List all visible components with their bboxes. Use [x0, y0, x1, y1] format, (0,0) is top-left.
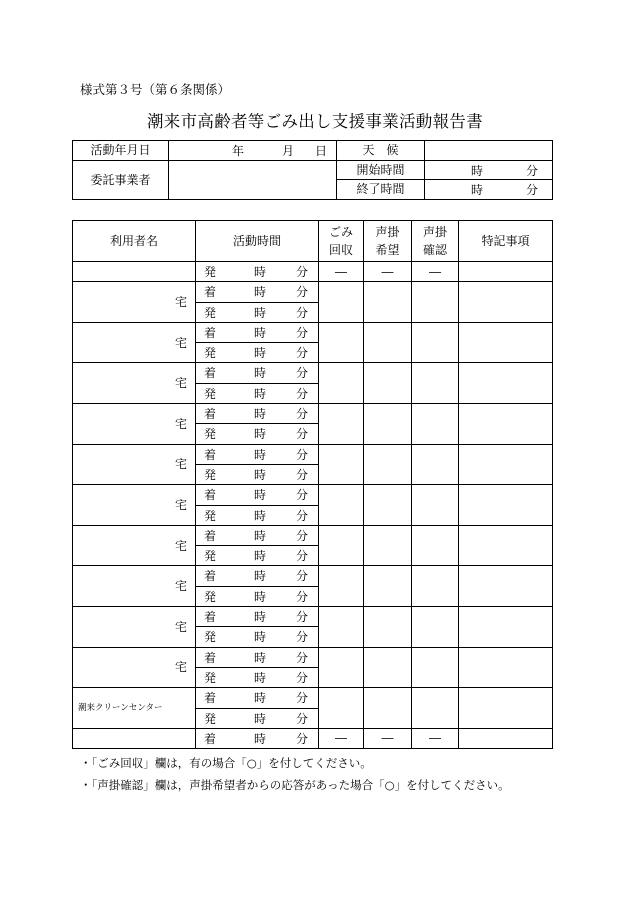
arrive-label: 着 [204, 488, 217, 503]
hour-label: 時 [254, 508, 267, 523]
weather-label: 天 候 [337, 141, 425, 161]
depart-label: 発 [204, 670, 217, 685]
garbage-collection-field[interactable] [319, 688, 364, 729]
voice-confirm-field[interactable] [412, 404, 459, 445]
minute-label: 分 [296, 528, 309, 543]
end-time-label: 終了時間 [337, 180, 425, 200]
voice-request-field[interactable] [364, 444, 412, 485]
start-time-label: 開始時間 [337, 160, 425, 180]
voice-request-field[interactable] [364, 607, 412, 648]
household-row [73, 485, 553, 505]
arrive-label: 着 [204, 650, 217, 665]
hour-label: 時 [254, 427, 267, 442]
depart-time-field[interactable] [196, 262, 319, 282]
minute-label: 分 [296, 488, 309, 503]
hour-label: 時 [254, 325, 267, 340]
minute-label: 分 [296, 346, 309, 361]
voice-confirm-field[interactable] [412, 647, 459, 688]
voice-request-field[interactable] [364, 282, 412, 323]
depart-label: 発 [204, 630, 217, 645]
notes-field[interactable] [459, 444, 553, 485]
hour-label: 時 [254, 366, 267, 381]
household-row [73, 363, 553, 383]
hour-label: 時 [254, 549, 267, 564]
voice-confirm-field[interactable] [412, 444, 459, 485]
hour-label: 時 [254, 488, 267, 503]
hour-label: 時 [254, 569, 267, 584]
minute-label: 分 [296, 691, 309, 706]
footnote-voice: ・「声掛確認」欄は，声掛希望者からの応答があった場合「○」を付してください。 [80, 778, 510, 792]
arrive-time-field[interactable] [196, 404, 319, 424]
minute-label: 分 [296, 630, 309, 645]
hour-label: 時 [254, 285, 267, 300]
notes-field[interactable] [459, 647, 553, 688]
minute-label: 分 [296, 711, 309, 726]
cleaning-center-label: 潮来クリーンセンター [73, 688, 196, 729]
user-name-field[interactable]: 宅 [73, 322, 196, 363]
footnote-garbage: ・「ごみ回収」欄は，有の場合「○」を付してください。 [80, 756, 372, 770]
arrive-time-field[interactable] [196, 322, 319, 342]
minute-label: 分 [526, 163, 539, 178]
user-name-field[interactable]: 宅 [73, 566, 196, 607]
household-row [73, 647, 553, 667]
voice-request-field[interactable] [364, 322, 412, 363]
arrive-label: 着 [204, 325, 217, 340]
depart-label: 発 [204, 346, 217, 361]
garbage-collection-field[interactable] [319, 404, 364, 445]
dash: ― [364, 262, 412, 282]
voice-request-field[interactable] [364, 688, 412, 729]
voice-confirm-field[interactable] [412, 282, 459, 323]
depart-time-field[interactable] [196, 546, 319, 566]
hour-label: 時 [254, 589, 267, 604]
hour-label: 時 [254, 650, 267, 665]
notes-field[interactable] [459, 566, 553, 607]
col-activity-time: 活動時間 [196, 221, 319, 262]
dash: ― [412, 728, 459, 748]
arrive-time-field[interactable] [196, 607, 319, 627]
weather-field[interactable] [425, 141, 553, 161]
start-row [73, 262, 553, 282]
depart-time-field[interactable] [196, 383, 319, 403]
hour-label: 時 [254, 467, 267, 482]
arrive-time-field[interactable] [196, 566, 319, 586]
depart-label: 発 [204, 549, 217, 564]
user-name-field[interactable] [73, 262, 196, 282]
user-name-field[interactable]: 宅 [73, 647, 196, 688]
arrive-time-field[interactable] [196, 485, 319, 505]
col-garbage-collection: ごみ 回収 [319, 221, 364, 262]
depart-time-field[interactable] [196, 343, 319, 363]
notes-field[interactable] [459, 262, 553, 282]
arrive-label: 着 [204, 285, 217, 300]
household-row [73, 444, 553, 464]
voice-confirm-field[interactable] [412, 525, 459, 566]
depart-time-field[interactable] [196, 424, 319, 444]
arrive-time-field[interactable] [196, 525, 319, 545]
household-row [73, 688, 553, 708]
minute-label: 分 [296, 265, 309, 279]
depart-time-field[interactable] [196, 708, 319, 728]
hour-label: 時 [254, 305, 267, 320]
hour-label: 時 [471, 183, 484, 197]
voice-request-field[interactable] [364, 404, 412, 445]
arrive-time-field[interactable] [196, 363, 319, 383]
end-time-field[interactable] [425, 180, 553, 200]
arrive-time-field[interactable] [196, 688, 319, 708]
arrive-label: 着 [204, 407, 217, 422]
voice-request-field[interactable] [364, 363, 412, 404]
arrive-time-field[interactable] [196, 647, 319, 667]
activity-header-table [72, 140, 553, 200]
depart-time-field[interactable] [196, 302, 319, 322]
voice-request-field[interactable] [364, 525, 412, 566]
arrive-label: 着 [204, 569, 217, 584]
user-name-field[interactable]: 宅 [73, 404, 196, 445]
household-row [73, 404, 553, 424]
minute-label: 分 [296, 447, 309, 462]
col-voice-request: 声掛 希望 [364, 221, 412, 262]
notes-field[interactable] [459, 363, 553, 404]
depart-label: 発 [204, 386, 217, 401]
arrive-label: 着 [204, 447, 217, 462]
minute-label: 分 [296, 569, 309, 584]
minute-label: 分 [296, 549, 309, 564]
depart-label: 発 [204, 265, 217, 279]
voice-confirm-field[interactable] [412, 363, 459, 404]
activity-date-field[interactable] [169, 141, 337, 161]
arrive-label: 着 [204, 691, 217, 706]
user-name-field[interactable]: 宅 [73, 363, 196, 404]
minute-label: 分 [296, 427, 309, 442]
hour-label: 時 [254, 670, 267, 685]
hour-label: 時 [254, 711, 267, 726]
dash: ― [364, 728, 412, 748]
household-row [73, 525, 553, 545]
depart-label: 発 [204, 305, 217, 320]
depart-time-field[interactable] [196, 464, 319, 484]
activity-record-table [72, 220, 553, 749]
voice-request-field[interactable] [364, 566, 412, 607]
minute-label: 分 [296, 407, 309, 422]
depart-label: 発 [204, 589, 217, 604]
depart-label: 発 [204, 508, 217, 523]
garbage-collection-field[interactable] [319, 444, 364, 485]
contractor-label: 委託事業者 [73, 160, 169, 199]
minute-label: 分 [296, 305, 309, 320]
household-row [73, 607, 553, 627]
year-label: 年 [232, 144, 245, 158]
voice-confirm-field[interactable] [412, 566, 459, 607]
hour-label: 時 [254, 265, 267, 279]
minute-label: 分 [296, 508, 309, 523]
arrive-time-field[interactable] [196, 728, 319, 748]
minute-label: 分 [296, 650, 309, 665]
minute-label: 分 [296, 366, 309, 381]
notes-field[interactable] [459, 525, 553, 566]
user-name-field[interactable] [73, 728, 196, 748]
hour-label: 時 [254, 610, 267, 625]
hour-label: 時 [254, 528, 267, 543]
hour-label: 時 [254, 630, 267, 645]
notes-field[interactable] [459, 728, 553, 748]
hour-label: 時 [471, 163, 484, 178]
user-name-field[interactable]: 宅 [73, 485, 196, 526]
end-row [73, 728, 553, 748]
arrive-label: 着 [204, 528, 217, 543]
minute-label: 分 [296, 589, 309, 604]
garbage-collection-field[interactable] [319, 566, 364, 607]
dash: ― [319, 262, 364, 282]
voice-confirm-field[interactable] [412, 607, 459, 648]
minute-label: 分 [296, 670, 309, 685]
depart-time-field[interactable] [196, 505, 319, 525]
hour-label: 時 [254, 731, 267, 746]
voice-confirm-field[interactable] [412, 688, 459, 729]
minute-label: 分 [296, 285, 309, 300]
hour-label: 時 [254, 386, 267, 401]
col-user-name: 利用者名 [73, 221, 196, 262]
user-name-field[interactable]: 宅 [73, 607, 196, 648]
arrive-label: 着 [204, 731, 217, 746]
arrive-label: 着 [204, 610, 217, 625]
minute-label: 分 [296, 610, 309, 625]
garbage-collection-field[interactable] [319, 282, 364, 323]
notes-field[interactable] [459, 607, 553, 648]
user-name-field[interactable]: 宅 [73, 282, 196, 323]
depart-label: 発 [204, 427, 217, 442]
form-number: 様式第３号（第６条関係） [80, 82, 231, 97]
notes-field[interactable] [459, 322, 553, 363]
user-name-field[interactable]: 宅 [73, 525, 196, 566]
depart-time-field[interactable] [196, 627, 319, 647]
garbage-collection-field[interactable] [319, 525, 364, 566]
garbage-collection-field[interactable] [319, 363, 364, 404]
hour-label: 時 [254, 346, 267, 361]
garbage-collection-field[interactable] [319, 322, 364, 363]
dash: ― [412, 262, 459, 282]
hour-label: 時 [254, 447, 267, 462]
garbage-collection-field[interactable] [319, 607, 364, 648]
garbage-collection-field[interactable] [319, 647, 364, 688]
col-notes: 特記事項 [459, 221, 553, 262]
day-label: 日 [315, 144, 328, 158]
voice-request-field[interactable] [364, 485, 412, 526]
garbage-collection-field[interactable] [319, 485, 364, 526]
household-row [73, 322, 553, 342]
month-label: 月 [282, 144, 295, 158]
hour-label: 時 [254, 691, 267, 706]
page-title: 潮来市高齢者等ごみ出し支援事業活動報告書 [147, 112, 483, 131]
household-row [73, 566, 553, 586]
footnotes [80, 752, 510, 796]
minute-label: 分 [296, 467, 309, 482]
household-row [73, 282, 553, 302]
notes-field[interactable] [459, 688, 553, 729]
minute-label: 分 [296, 731, 309, 746]
notes-field[interactable] [459, 282, 553, 323]
voice-confirm-field[interactable] [412, 322, 459, 363]
depart-time-field[interactable] [196, 586, 319, 606]
user-name-field[interactable]: 宅 [73, 444, 196, 485]
minute-label: 分 [296, 386, 309, 401]
notes-field[interactable] [459, 404, 553, 445]
arrive-label: 着 [204, 366, 217, 381]
col-voice-confirm: 声掛 確認 [412, 221, 459, 262]
date-label: 活動年月日 [73, 141, 169, 161]
notes-field[interactable] [459, 485, 553, 526]
minute-label: 分 [526, 183, 539, 197]
depart-time-field[interactable] [196, 667, 319, 687]
minute-label: 分 [296, 325, 309, 340]
voice-confirm-field[interactable] [412, 485, 459, 526]
depart-label: 発 [204, 711, 217, 726]
hour-label: 時 [254, 407, 267, 422]
arrive-time-field[interactable] [196, 444, 319, 464]
arrive-time-field[interactable] [196, 282, 319, 302]
voice-request-field[interactable] [364, 647, 412, 688]
start-time-field[interactable] [425, 160, 553, 180]
depart-label: 発 [204, 467, 217, 482]
dash: ― [319, 728, 364, 748]
contractor-field[interactable] [169, 160, 337, 199]
